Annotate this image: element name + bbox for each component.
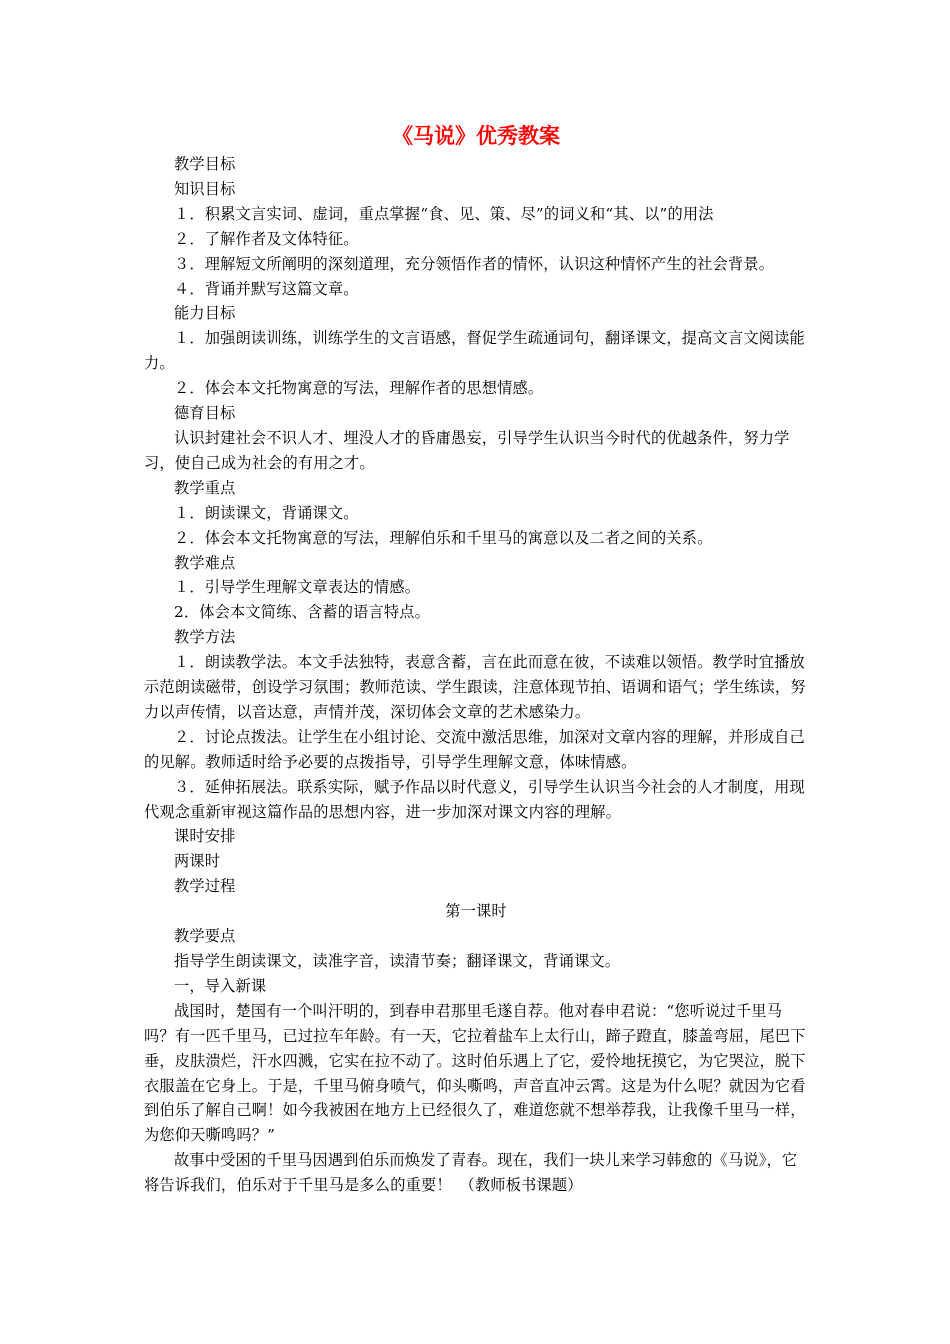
- paragraph: 故事中受困的千里马因遇到伯乐而焕发了青春。现在，我们一块儿来学习韩愈的《马说》，它将告诉我们，伯乐对于千里马是多么的重要！ （教师板书课题）: [144, 1151, 798, 1195]
- document-title: 《马说》优秀教案: [392, 123, 560, 148]
- paragraph: １．加强朗读训练，训练学生的文言语感，督促学生疏通词句，翻译课文，提高文言文阅读能力。: [144, 329, 805, 373]
- paragraph: 教学方法: [174, 628, 236, 647]
- paragraph: ２．体会本文托物寓意的写法，理解伯乐和千里马的寓意以及二者之间的关系。: [174, 528, 713, 547]
- paragraph: 教学目标: [174, 155, 236, 173]
- paragraph: 第一课时: [445, 902, 507, 921]
- paragraph: ３．理解短文所阐明的深刻道理，充分领悟作者的情怀，认识这种情怀产生的社会背景。: [174, 254, 775, 273]
- paragraph: 认识封建社会不识人才、埋没人才的昏庸愚妄，引导学生认识当今时代的优越条件，努力学习，使自己成为社会的有用之才。: [144, 428, 790, 472]
- document-body: [144, 152, 808, 1198]
- paragraph: １．朗读课文，背诵课文。: [174, 503, 359, 522]
- document-page: [144, 120, 808, 1198]
- paragraph: １．朗读教学法。本文手法独特，表意含蓄，言在此而意在彼，不读难以领悟。教学时宜播放示范朗读磁带，创设学习氛围；教师范读、学生跟读，注意体现节拍、语调和语气；学生练读，努力以声传情，以音达意，声情并茂，深切体会文章的艺术感染力。: [144, 653, 806, 721]
- paragraph: 教学要点: [174, 927, 236, 946]
- paragraph: ２．体会本文托物寓意的写法，理解作者的思想情感。: [174, 379, 544, 398]
- paragraph: 课时安排: [174, 827, 236, 846]
- paragraph: ２．了解作者及文体特征。: [174, 229, 359, 248]
- paragraph: 教学过程: [174, 877, 236, 896]
- paragraph: 战国时，楚国有一个叫汗明的，到春申君那里毛遂自荐。他对春申君说：“您听说过千里马吗？有一匹千里马，已过拉车年龄。有一天，它拉着盐车上太行山，蹄子蹬直，膝盖弯屈，尾巴下垂，皮肤溃烂，汗水四溅，它实在拉不动了。这时伯乐遇上了它，爱怜地抚摸它，为它哭泣，脱下衣服盖在它身上。于是，千里马俯身喷气，仰头嘶鸣，声音直冲云霄。这是为什么呢？就因为它看到伯乐了解自己啊！如今我被困在地方上已经很久了，难道您就不想举荐我，让我像千里马一样，为您仰天嘶鸣吗？”: [144, 1001, 806, 1145]
- paragraph: ３．延伸拓展法。联系实际，赋予作品以时代意义，引导学生认识当今社会的人才制度，用现代观念重新审视这篇作品的思想内容，进一步加深对课文内容的理解。: [144, 777, 805, 821]
- paragraph: 两课时: [174, 852, 221, 871]
- paragraph: ４．背诵并默写这篇文章。: [174, 279, 359, 298]
- paragraph: 知识目标: [174, 179, 236, 198]
- paragraph: 教学重点: [174, 478, 236, 497]
- paragraph: 德育目标: [174, 404, 236, 423]
- paragraph: ２．讨论点拨法。让学生在小组讨论、交流中激活思维，加深对文章内容的理解，并形成自己的见解。教师适时给予必要的点拨指导，引导学生理解文意，体味情感。: [144, 727, 805, 771]
- paragraph: 教学难点: [174, 553, 236, 572]
- paragraph: 2．体会本文简练、含蓄的语言特点。: [174, 603, 431, 622]
- paragraph: 指导学生朗读课文，读准字音，读清节奏；翻译课文，背诵课文。: [174, 952, 621, 970]
- paragraph: 一，导入新课: [174, 976, 267, 995]
- paragraph: 能力目标: [174, 304, 236, 323]
- paragraph: １．积累文言实词、虚词，重点掌握“食、见、策、尽”的词义和“其、以”的用法: [174, 204, 714, 223]
- paragraph: １．引导学生理解文章表达的情感。: [174, 578, 421, 597]
